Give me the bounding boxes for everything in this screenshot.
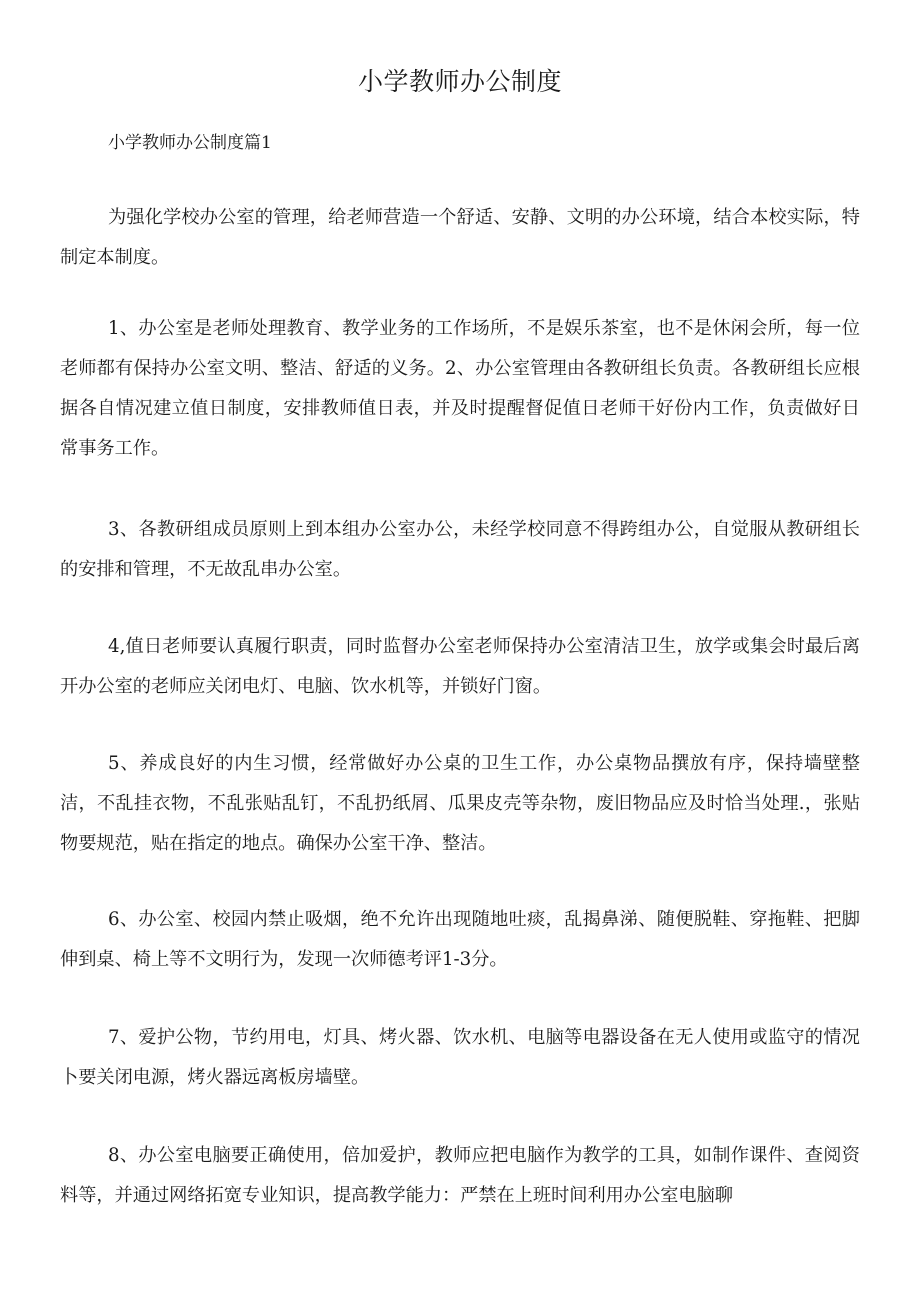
rule-paragraph-1-2: 1、办公室是老师处理教育、教学业务的工作场所，不是娱乐茶室，也不是休闲会所，每一位老师都有保持办公室文明、整洁、舒适的义务。2、办公室管理由各教研组长负责。各教研组长应根据各自情况建立值日制度，安排教师值日表，并及时提醒督促值日老师干好份内工作，负责做好日常事务工作。 bbox=[60, 318, 860, 459]
document-title: 小学教师办公制度 bbox=[357, 67, 562, 96]
rule-paragraph-5: 5、养成良好的内生习惯，经常做好办公桌的卫生工作，办公桌物品撰放有序，保持墙壁整洁，不乱挂衣物，不乱张贴乱钉，不乱扔纸屑、瓜果皮壳等杂物，废旧物品应及时恰当处理.，张贴物要规范，贴在指定的地点。确保办公室干净、整洁。 bbox=[60, 753, 860, 854]
document-subtitle: 小学教师办公制度篇1 bbox=[108, 133, 272, 153]
intro-paragraph: 为强化学校办公室的管理，给老师营造一个舒适、安静、文明的办公环境，结合本校实际，特制定本制度。 bbox=[60, 207, 860, 268]
rule-paragraph-6: 6、办公室、校园内禁止吸烟，绝不允许出现随地吐痰，乱揭鼻涕、随便脱鞋、穿拖鞋、把脚伸到桌、椅上等不文明行为，发现一次师德考评1-3分。 bbox=[60, 909, 860, 970]
rule-paragraph-8: 8、办公室电脑要正确使用，倍加爱护，教师应把电脑作为教学的工具，如制作课件、查阅资料等，并通过网络拓宽专业知识，提高教学能力：严禁在上班时间利用办公室电脑聊 bbox=[60, 1145, 860, 1206]
rule-paragraph-7: 7、爱护公物，节约用电，灯具、烤火器、饮水机、电脑等电器设备在无人使用或监守的情况卜要关闭电源，烤火器远离板房墙壁。 bbox=[60, 1027, 860, 1088]
rule-paragraph-4: 4,值日老师要认真履行职责，同时监督办公室老师保持办公室清洁卫生，放学或集会时最后离开办公室的老师应关闭电灯、电脑、饮水机等，并锁好门窗。 bbox=[60, 636, 860, 697]
rule-paragraph-3: 3、各教研组成员原则上到本组办公室办公，未经学校同意不得跨组办公，自觉服从教研组长的安排和管理，不无故乱串办公室。 bbox=[60, 519, 860, 580]
